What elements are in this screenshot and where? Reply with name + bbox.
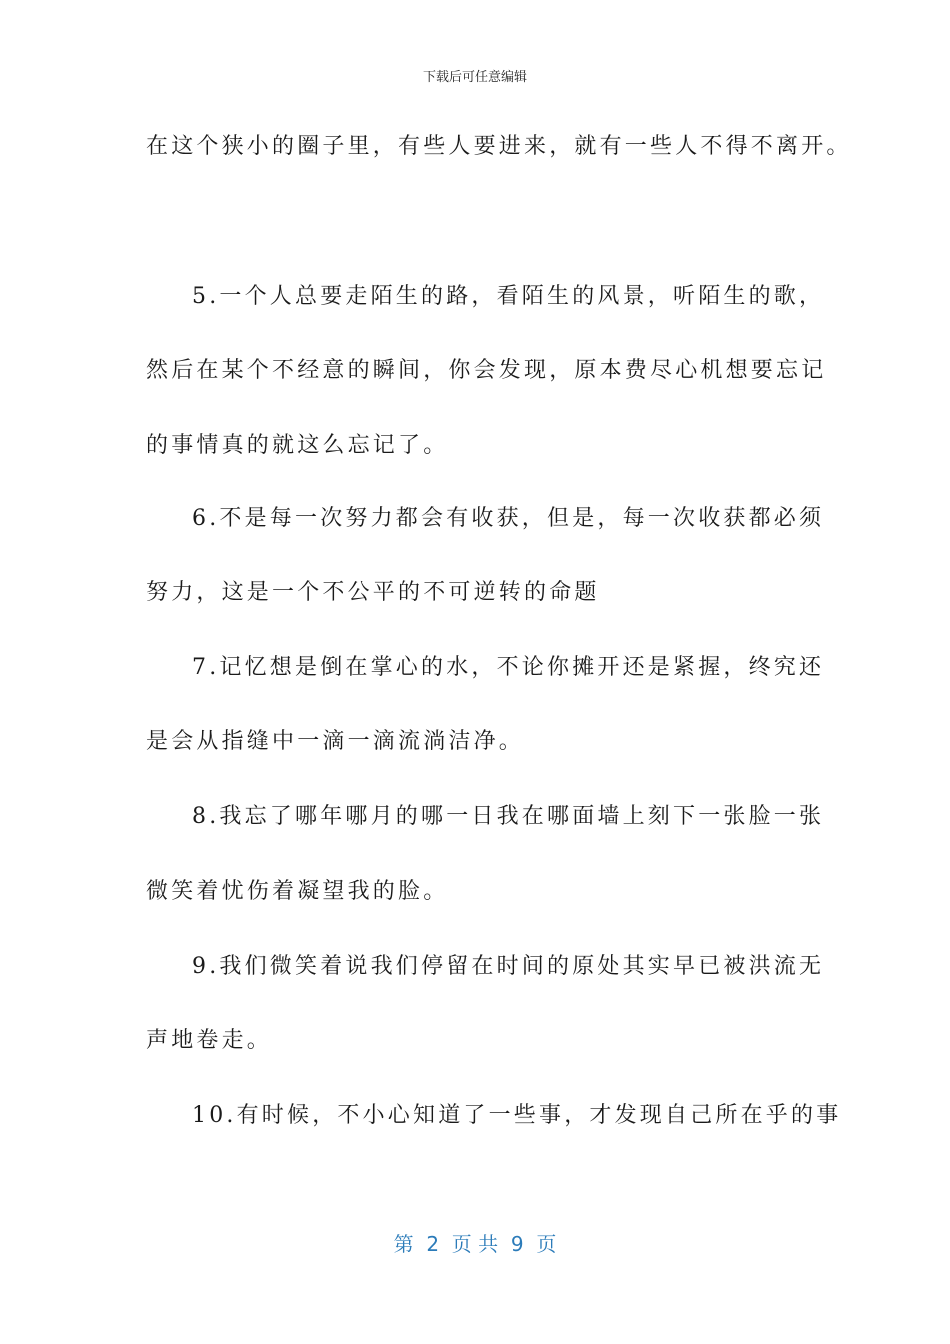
text-line: 微笑着忧伤着凝望我的脸。: [146, 879, 449, 904]
text-line: 声地卷走。: [146, 1028, 273, 1053]
text-line: 的事情真的就这么忘记了。: [146, 433, 449, 458]
text-line: 是会从指缝中一滴一滴流淌洁净。: [146, 729, 525, 754]
text-line: 6.不是每一次努力都会有收获，但是，每一次收获都必须: [192, 506, 825, 531]
text-line: 10.有时候，不小心知道了一些事，才发现自己所在乎的事: [192, 1103, 842, 1128]
text-line: 然后在某个不经意的瞬间，你会发现，原本费尽心机想要忘记: [146, 358, 827, 383]
download-note: 下载后可任意编辑: [422, 70, 527, 85]
text-line: 5.一个人总要走陌生的路，看陌生的风景，听陌生的歌，: [192, 284, 825, 309]
text-line: 8.我忘了哪年哪月的哪一日我在哪面墙上刻下一张脸一张: [192, 804, 825, 829]
page-number: 第 2 页 共 9 页: [393, 1232, 557, 1256]
text-line: 9.我们微笑着说我们停留在时间的原处其实早已被洪流无: [192, 954, 825, 979]
text-line: 在这个狭小的圈子里，有些人要进来，就有一些人不得不离开。: [146, 134, 852, 159]
text-line: 7.记忆想是倒在掌心的水，不论你摊开还是紧握，终究还: [192, 655, 825, 680]
text-line: 努力，这是一个不公平的不可逆转的命题: [146, 580, 600, 605]
